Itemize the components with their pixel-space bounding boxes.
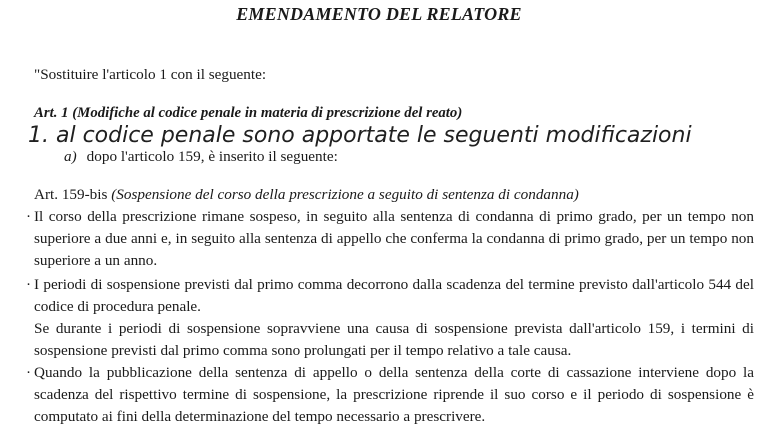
paragraph-text: Il corso della prescrizione rimane sospeso, in seguito alla sentenza di condanna di primo grado, per un tempo non superiore a due anni e, in seguito alla sentenza di appello che conferma la condanna di primo grado, per un tempo non superiore a un anno. [34,208,754,269]
paragraph-bullet: · [26,208,32,225]
intro-line: "Sostituire l'articolo 1 con il seguente: [34,66,267,83]
item-a-label: a) [64,148,77,165]
handwritten-note-text: 1. al codice penale sono apportate le seguenti modificazioni [28,123,692,148]
paragraph-text: Se durante i periodi di sospensione sopravviene una causa di sospensione prevista dall'articolo 159, i termini di sospensione previsti dal primo comma sono prolungati per il tempo relativo a tale causa. [34,320,754,359]
paragraph-bullet: · [26,276,32,293]
paragraph-2 [26,274,754,318]
paragraph-1 [26,206,754,272]
item-a-text: dopo l'articolo 159, è inserito il seguente: [86,148,338,165]
sub-article-heading [34,186,579,204]
document-title: EMENDAMENTO DEL RELATORE [236,4,522,24]
paragraph-bullet: · [26,364,32,381]
paragraph-3 [34,318,754,362]
article-heading: Art. 1 (Modifiche al codice penale in materia di prescrizione del reato) [34,105,463,121]
sub-article-title: (Sospensione del corso della prescrizione a seguito di sentenza di condanna) [111,186,579,203]
paragraph-4 [26,362,754,428]
sub-article-number: Art. 159-bis [34,186,108,203]
item-a [64,148,338,166]
paragraph-text: Quando la pubblicazione della sentenza di appello o della sentenza della corte di cassazione interviene dopo la scadenza del rispettivo termine di sospensione, la prescrizione riprende il suo corso e il periodo di sospensione è computato ai fini della determinazione del tempo necessario a prescrivere. [34,364,754,425]
paragraph-text: I periodi di sospensione previsti dal primo comma decorrono dalla scadenza del termine previsto dall'articolo 544 del codice di procedura penale. [34,276,754,315]
